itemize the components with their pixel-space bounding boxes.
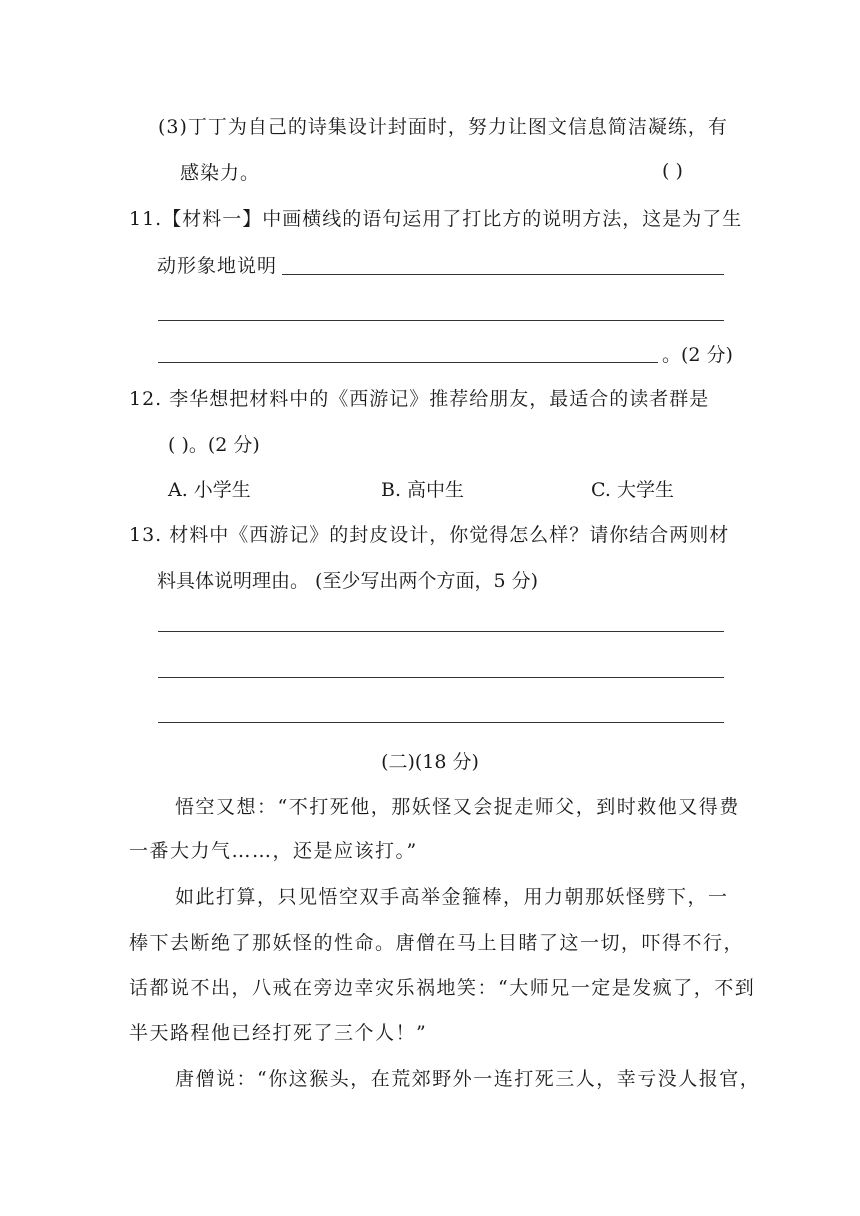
q10-3-line1: (3)丁丁为自己的诗集设计封面时，努力让图文信息简洁凝练，有 (158, 116, 728, 138)
story-p2-line2: 棒下去断绝了那妖怪的性命。唐僧在马上目睹了这一切，吓得不行， (129, 932, 745, 954)
story-p1-line2: 一番大力气……，还是应该打。” (129, 840, 418, 862)
q12-option-b[interactable]: B. 高中生 (381, 479, 465, 501)
story-p2-line3: 话都说不出，八戒在旁边幸灾乐祸地笑：“大师兄一定是发疯了，不到 (129, 977, 756, 999)
q11-line1: 11.【材料一】中画横线的语句运用了打比方的说明方法，这是为了生 (129, 208, 743, 230)
story-p2-line1: 如此打算，只见悟空双手高举金箍棒，用力朝那妖怪劈下，一 (175, 886, 729, 908)
q12-option-a[interactable]: A. 小学生 (168, 479, 251, 501)
q12-line1: 12. 李华想把材料中的《西游记》推荐给朋友，最适合的读者群是 (129, 388, 710, 410)
story-p2-line4: 半天路程他已经打死了三个人！” (129, 1022, 428, 1044)
q12-option-c[interactable]: C. 大学生 (591, 479, 674, 501)
q11-answer-blank-2[interactable] (158, 320, 724, 321)
q13-answer-blank-1[interactable] (158, 631, 724, 632)
q13-answer-blank-2[interactable] (158, 677, 724, 678)
q10-3-line2: 感染力。 (180, 162, 261, 184)
q13-line1: 13. 材料中《西游记》的封皮设计，你觉得怎么样？请你结合两则材 (129, 524, 730, 546)
story-p3-line1: 唐僧说：“你这猴头，在荒郊野外一连打死三人，幸亏没人报官， (175, 1068, 761, 1090)
q13-answer-blank-3[interactable] (158, 722, 724, 723)
story-p1-line1: 悟空又想：“不打死他，那妖怪又会捉走师父，到时救他又得费 (175, 796, 740, 818)
q13-line2: 料具体说明理由。 (至少写出两个方面，5 分) (157, 570, 538, 592)
q11-answer-blank-3[interactable] (158, 362, 658, 363)
q12-line2[interactable]: ( )。(2 分) (168, 434, 260, 456)
q11-answer-blank-1[interactable] (282, 274, 724, 275)
q11-line2-prefix: 动形象地说明 (157, 255, 278, 277)
q11-points: 。(2 分) (662, 344, 733, 366)
q10-3-answer-paren[interactable]: ( ) (662, 160, 683, 182)
section-2-heading: (二)(18 分) (381, 751, 479, 773)
